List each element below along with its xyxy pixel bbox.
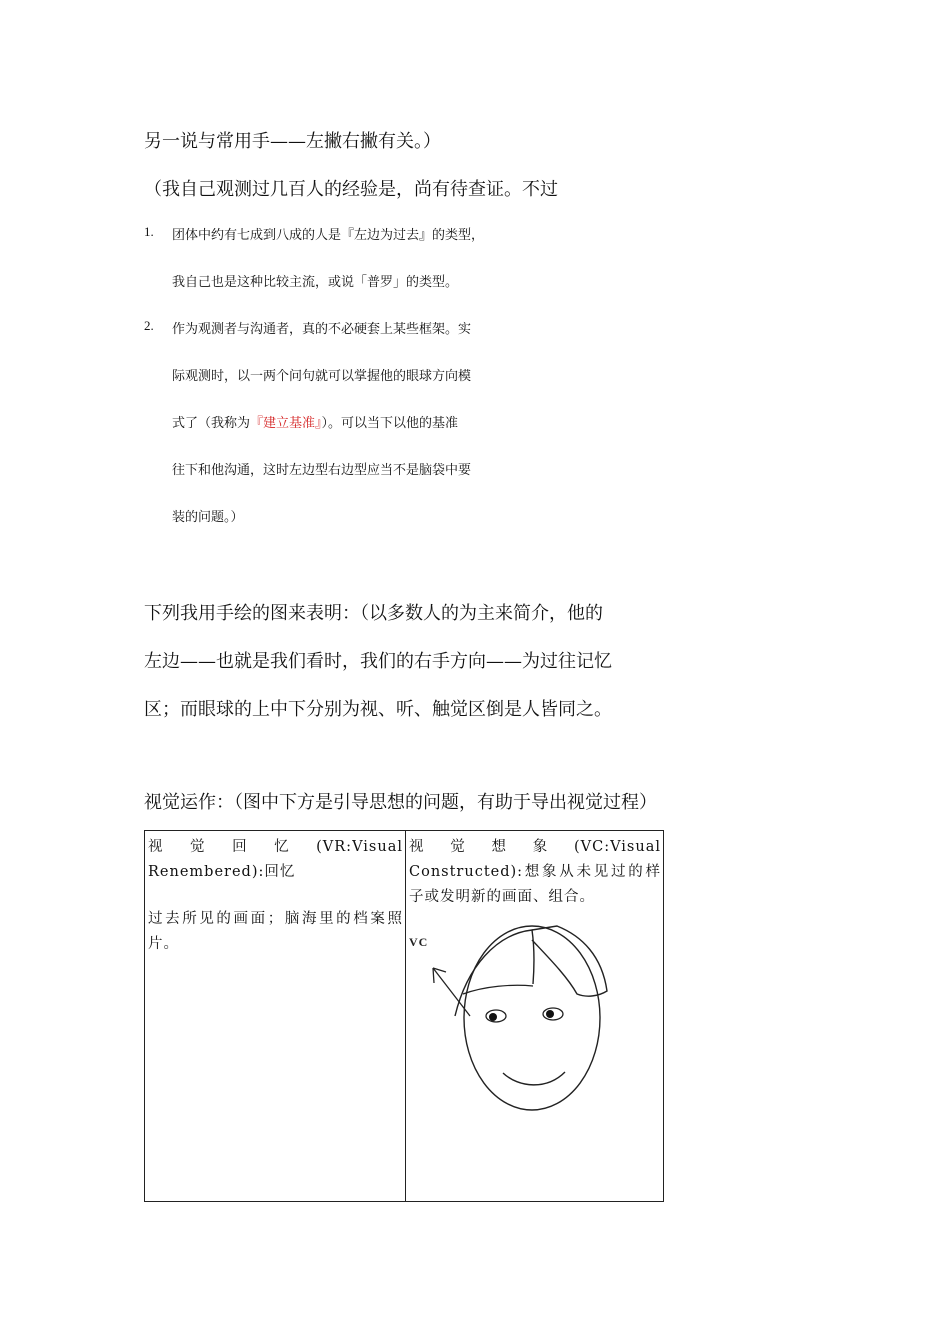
section-title: 视觉运作：（图中下方是引导思想的问题，有助于导出视觉过程） xyxy=(144,792,657,813)
list-item-2-line-5: 装的问题。） xyxy=(172,510,244,525)
cell-visual-remembered xyxy=(145,831,406,1202)
highlight-term: 『建立基准』 xyxy=(250,416,322,431)
cell-visual-constructed xyxy=(406,831,664,1202)
vr-heading: 视觉回忆(VR:Visual Renembered):回忆 xyxy=(148,839,403,880)
list-item-2-line-3 xyxy=(172,412,458,431)
right-pupil xyxy=(546,1010,554,1018)
vc-heading: 视觉想象(VC:Visual Constructed):想象从未见过的样子或发明新的画面、组合。 xyxy=(409,839,661,905)
vc-label: VC xyxy=(409,935,429,949)
list-item-2-line-4: 往下和他沟通，这时左边型右边型应当不是脑袋中要 xyxy=(172,463,472,478)
list-item-1-line-2: 我自己也是这种比较主流，或说「普罗」的类型。 xyxy=(172,275,459,290)
para-line-2: 左边——也就是我们看时，我们的右手方向——为过往记忆 xyxy=(144,651,612,672)
list-item-1-line-1: 团体中约有七成到八成的人是『左边为过去』的类型， xyxy=(172,228,485,243)
visual-table xyxy=(144,830,664,1202)
list-item-2-line-2: 际观测时，以一两个问句就可以掌握他的眼球方向模 xyxy=(172,369,472,384)
para-line-3: 区；而眼球的上中下分别为视、听、触觉区倒是人皆同之。 xyxy=(144,699,612,720)
para-line-1: 下列我用手绘的图来表明：（以多数人的为主来简介，他的 xyxy=(144,603,603,624)
list-number-1: 1. xyxy=(144,224,154,239)
intro-line-1: 另一说与常用手——左撇右撇有关。） xyxy=(144,131,441,152)
hair-fringe xyxy=(463,985,533,994)
face-drawing xyxy=(407,916,617,1116)
gaze-arrow xyxy=(433,968,470,1016)
face-outline xyxy=(464,926,600,1110)
left-pupil xyxy=(489,1013,497,1021)
list-item-2-line-3-pre: 式了（我称为 xyxy=(172,416,251,431)
list-item-2-line-3-post: ）。可以当下以他的基准 xyxy=(321,416,459,431)
smile xyxy=(503,1072,565,1085)
list-item-2-line-1: 作为观测者与沟通者，真的不必硬套上某些框架。实 xyxy=(172,322,472,337)
intro-line-2: （我自己观测过几百人的经验是，尚有待查证。不过 xyxy=(144,179,558,200)
vr-description: 过去所见的画面；脑海里的档案照片。 xyxy=(148,911,403,952)
list-number-2: 2. xyxy=(144,318,154,333)
hair-left xyxy=(455,930,534,1016)
